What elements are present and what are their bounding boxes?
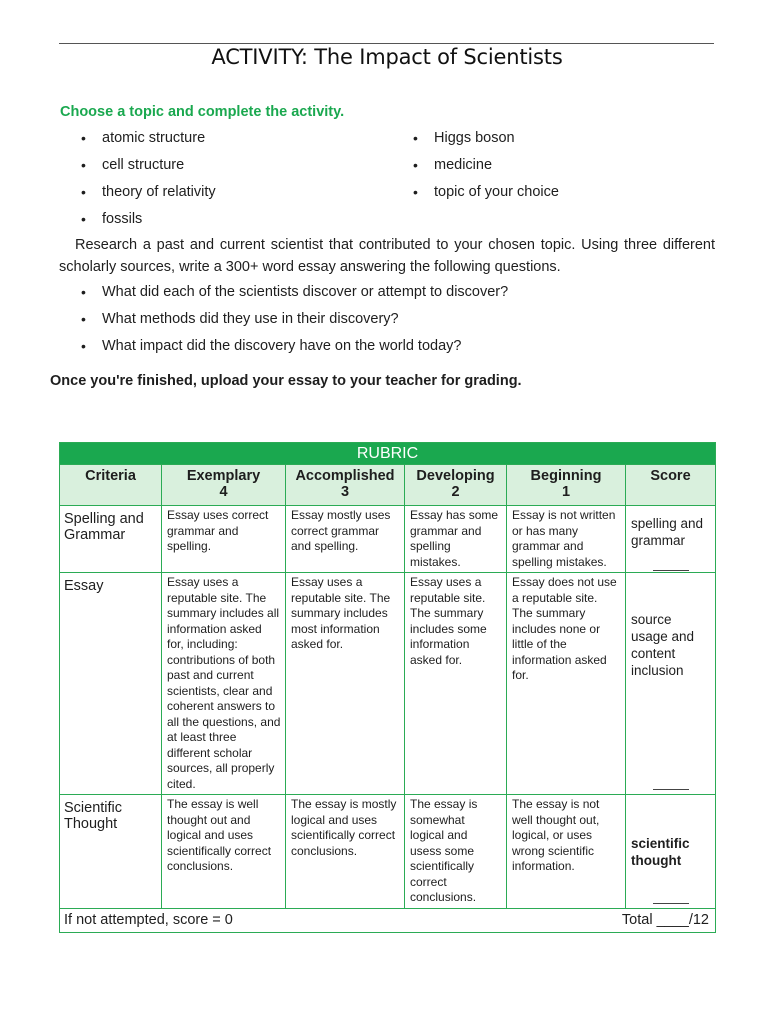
accomplished-cell: Essay mostly uses correct grammar and spelling.: [286, 506, 405, 573]
topic-list-right: [413, 128, 559, 209]
score-blank-line[interactable]: [653, 570, 689, 571]
developing-cell: Essay uses a reputable site. The summary includes some information asked for.: [405, 573, 507, 795]
developing-cell: Essay has some grammar and spelling mistakes.: [405, 506, 507, 573]
top-rule: [59, 43, 714, 44]
rubric-banner: RUBRIC: [60, 443, 716, 465]
topic-item: • medicine: [413, 155, 559, 182]
beginning-cell: The essay is not well thought out, logical, or uses wrong scientific information.: [507, 795, 626, 909]
question-list: [81, 282, 508, 363]
not-attempted-note: If not attempted, score = 0: [64, 912, 233, 928]
score-label: spelling and grammar: [631, 516, 704, 548]
topic-item: • topic of your choice: [413, 182, 559, 209]
question-item: • What methods did they use in their discovery?: [81, 309, 508, 336]
score-label: scientific thought: [631, 836, 690, 868]
accomplished-cell: Essay uses a reputable site. The summary includes most information asked for.: [286, 573, 405, 795]
topic-item: • cell structure: [81, 155, 216, 182]
question-item: • What did each of the scientists discover or attempt to discover?: [81, 282, 508, 309]
rubric-row-essay: [60, 573, 716, 795]
score-cell[interactable]: [626, 506, 716, 573]
header-exemplary: Exemplary 4: [162, 465, 286, 506]
rubric-footer: [60, 908, 716, 932]
header-developing: Developing 2: [405, 465, 507, 506]
research-paragraph: Research a past and current scientist that contributed to your chosen topic. Using three different scholarly sources, write a 300+ word essay answering the following questions.: [59, 237, 715, 275]
beginning-cell: Essay does not use a reputable site. The summary includes none or little of the information asked for.: [507, 573, 626, 795]
exemplary-cell: The essay is well thought out and logical and uses scientifically correct conclusions.: [162, 795, 286, 909]
beginning-cell: Essay is not written or has many grammar and spelling mistakes.: [507, 506, 626, 573]
topic-item: • Higgs boson: [413, 128, 559, 155]
rubric-row-scientific-thought: [60, 795, 716, 909]
exemplary-cell: Essay uses a reputable site. The summary includes all information asked for, including: contributions of both past and current scientists, clear and coherent answers to all the questions, and at least three different scholar sources, all properly cited.: [162, 573, 286, 795]
topic-item: • theory of relativity: [81, 182, 216, 209]
criteria-cell: Spelling and Grammar: [60, 506, 162, 573]
accomplished-cell: The essay is mostly logical and uses scientifically correct conclusions.: [286, 795, 405, 909]
score-blank-line[interactable]: [653, 789, 689, 790]
score-label: source usage and content inclusion: [631, 612, 695, 678]
topic-list-left: [81, 128, 216, 236]
instruction-heading: Choose a topic and complete the activity.: [60, 104, 345, 120]
header-beginning: Beginning 1: [507, 465, 626, 506]
header-score: Score: [626, 465, 716, 506]
header-criteria: Criteria: [60, 465, 162, 506]
rubric-header-row: [60, 465, 716, 506]
score-blank-line[interactable]: [653, 903, 689, 904]
topic-item: • fossils: [81, 209, 216, 236]
criteria-cell: Essay: [60, 573, 162, 795]
developing-cell: The essay is somewhat logical and usess some scientifically correct conclusions.: [405, 795, 507, 909]
page-title: ACTIVITY: The Impact of Scientists: [211, 45, 563, 69]
header-accomplished: Accomplished 3: [286, 465, 405, 506]
score-cell[interactable]: [626, 795, 716, 909]
submit-note: Once you're finished, upload your essay to your teacher for grading.: [50, 373, 522, 389]
rubric-footer-row: [60, 908, 716, 932]
question-item: • What impact did the discovery have on the world today?: [81, 336, 508, 363]
rubric-row-spelling-grammar: [60, 506, 716, 573]
total-score[interactable]: Total ____/12: [621, 912, 709, 928]
rubric-table: [59, 442, 716, 933]
topic-item: • atomic structure: [81, 128, 216, 155]
exemplary-cell: Essay uses correct grammar and spelling.: [162, 506, 286, 573]
criteria-cell: Scientific Thought: [60, 795, 162, 909]
score-cell[interactable]: [626, 573, 716, 795]
